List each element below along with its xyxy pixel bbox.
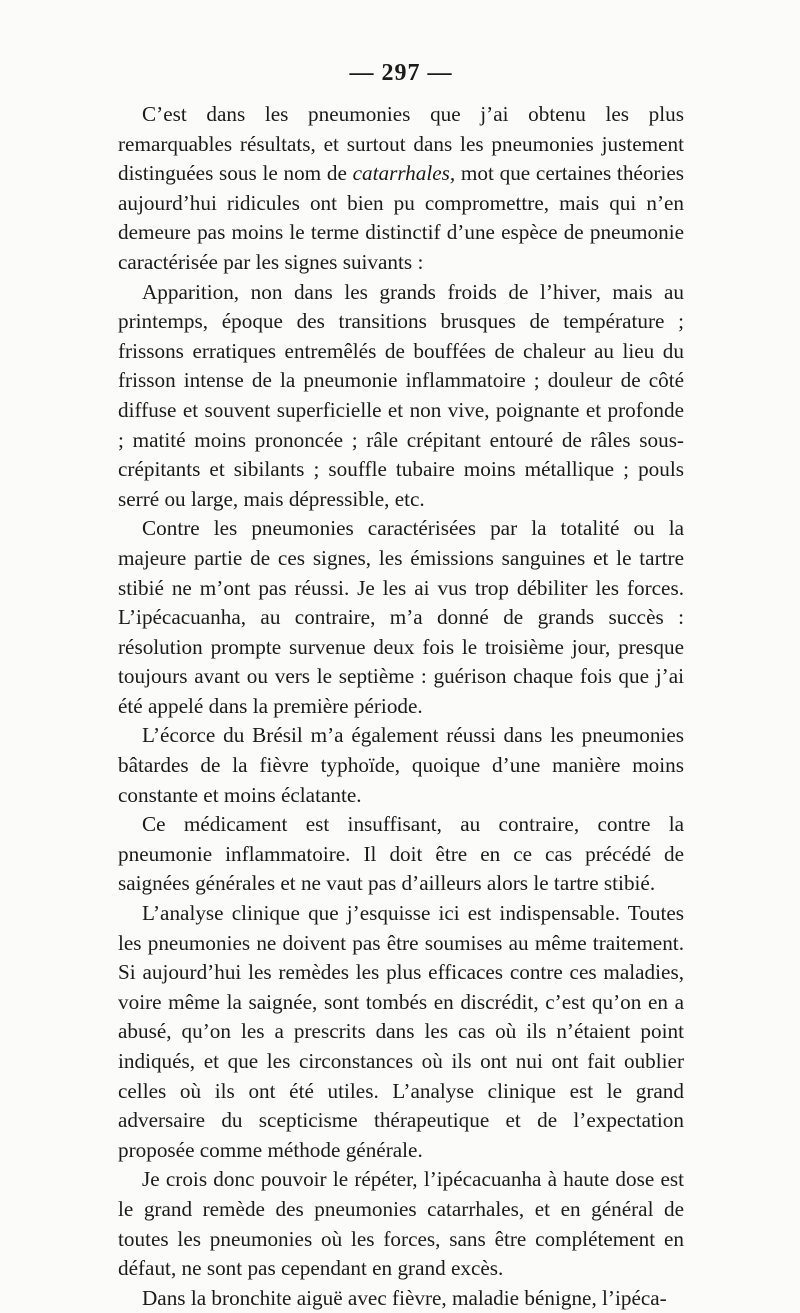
book-page — [118, 58, 684, 1313]
paragraph-text: mot que certaines théories aujourd’hui ridicules ont bien pu compromettre, mais qui n’en demeure pas moins le terme distinctif d’une espèce de pneumonie caractérisée par les signes suivants : — [118, 161, 685, 274]
paragraph-signes: Apparition, non dans les grands froids de l’hiver, mais au printemps, époque des transitions brusques de température ; frissons erratiques entremêlés de bouffées de chaleur au lieu du frisson intense de la pneumonie inflammatoire ; douleur de côté diffuse et souvent superficielle et non vive, poignante et profonde ; matité moins prononcée ; râle crépitant entouré de râles sous-crépitants et sibilants ; souffle tubaire moins métallique ; pouls serré ou large, mais dépressible, etc. — [118, 279, 684, 511]
paragraph-ecorce-bresil: L’écorce du Brésil m’a également réussi dans les pneumonies bâtardes de la fièvre typhoïde, quoique d’une manière moins constante et moins éclatante. — [118, 723, 684, 807]
paragraph-ipecacuanha: Je crois donc pouvoir le répéter, l’ipécacuanha à haute dose est le grand remède des pneumonies catarrhales, et en général de toutes les pneumonies où les forces, sans être complétement en défaut, ne sont pas cependant en grand excès. — [118, 1167, 684, 1281]
paragraph-pneumonies-catarrhales — [118, 100, 684, 278]
paragraph-medicament-insuffisant: Ce médicament est insuffisant, au contraire, contre la pneumonie inflammatoire. Il doit être en ce cas précédé de saignées générales et ne vaut pas d’ailleurs alors le tartre stibié. — [118, 812, 684, 896]
paragraph-text: C’est dans les pneumonies que j’ai obtenu les plus remarquables résultats, et surtout dans les pneumonies justement distinguées sous le nom de — [118, 102, 684, 186]
emphasized-term: catarrhales, — [352, 161, 456, 186]
page-number: — 297 — — [349, 60, 453, 86]
paragraph-bronchite: Dans la bronchite aiguë avec fièvre, maladie bénigne, l’ipéca- — [142, 1285, 667, 1310]
paragraph-analyse-clinique: L’analyse clinique que j’esquisse ici est indispensable. Toutes les pneumonies ne doivent pas être soumises au même traitement. Si aujourd’hui les remèdes les plus efficaces contre ces maladies, voire même la saignée, sont tombés en discrédit, c’est qu’on en a abusé, qu’on les a prescrits dans les cas où ils n’étaient point indiqués, et que les circonstances où ils ont nui ont fait oublier celles où ils ont été utiles. L’analyse clinique est le grand adversaire du scepticisme thérapeutique et de l’expectation proposée comme méthode générale. — [118, 901, 684, 1162]
paragraph-traitement: Contre les pneumonies caractérisées par la totalité ou la majeure partie de ces signes, les émissions sanguines et le tartre stibié ne m’ont pas réussi. Je les ai vus trop débiliter les forces. L’ipécacuanha, au contraire, m’a donné de grands succès : résolution prompte survenue deux fois le troisième jour, presque toujours avant ou vers le septième : guérison chaque fois que j’ai été appelé dans la première période. — [118, 516, 684, 718]
